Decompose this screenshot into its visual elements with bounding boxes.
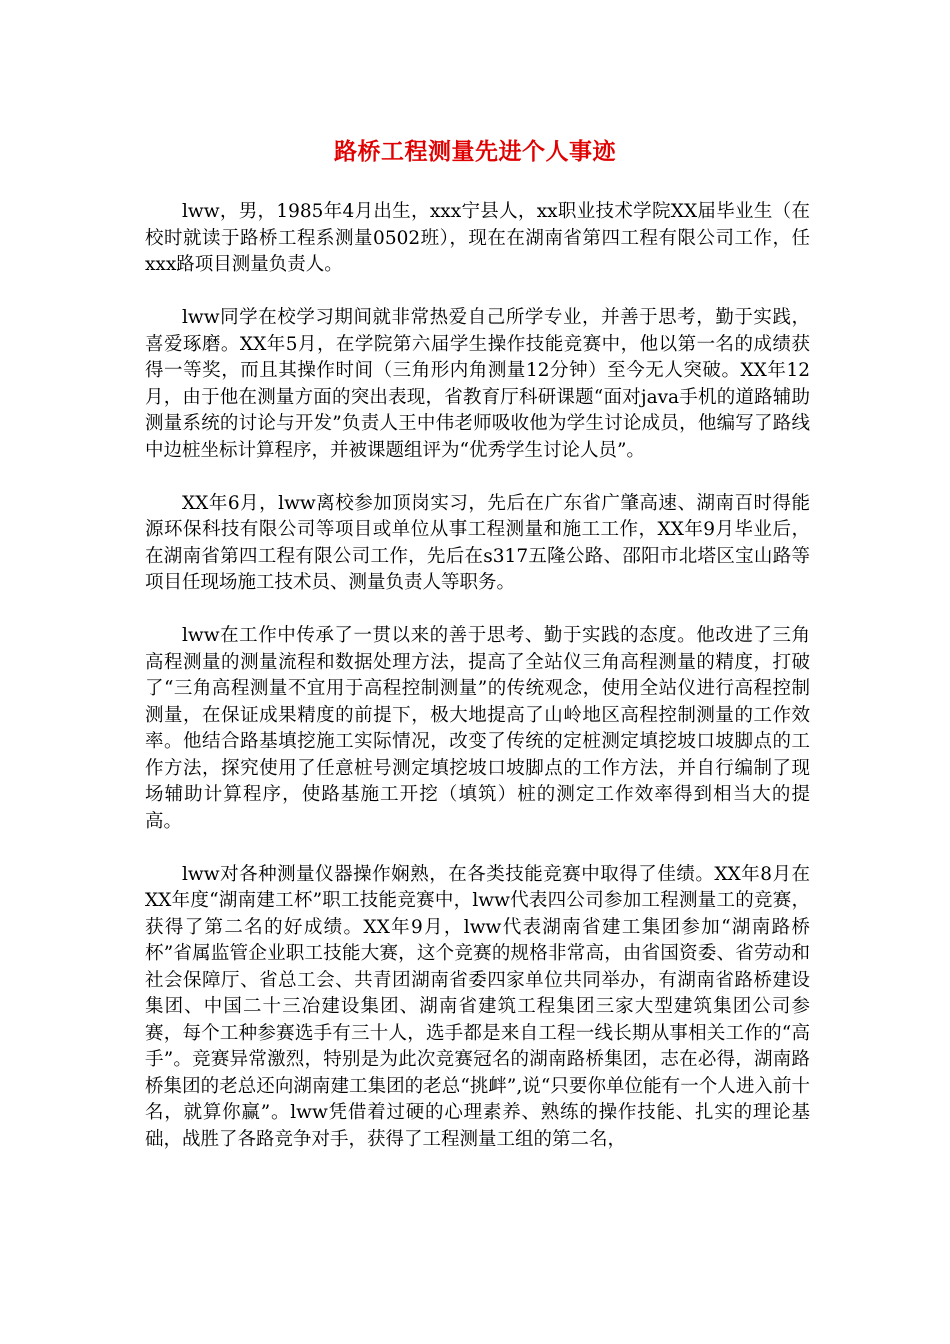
paragraph-2: lww同学在校学习期间就非常热爱自己所学专业，并善于思考，勤于实践，喜爱琢磨。XX年5月，在学院第六届学生操作技能竞赛中，他以第一名的成绩获得一等奖，而且其操作时间（三角形内角测量12分钟）至今无人突破。XX年12月，由于他在测量方面的突出表现，省教育厅科研课题“面对java手机的道路辅助测量系统的讨论与开发”负责人王中伟老师吸收他为学生讨论成员，他编写了路线中边桩坐标计算程序，并被课题组评为“优秀学生讨论人员”。 (145, 307, 810, 461)
paragraph-5: lww对各种测量仪器操作娴熟，在各类技能竞赛中取得了佳绩。XX年8月在XX年度“湖南建工杯”职工技能竞赛中，lww代表四公司参加工程测量工的竞赛，获得了第二名的好成绩。XX年9月，lww代表湖南省建工集团参加“湖南路桥杯”省属监管企业职工技能大赛，这个竞赛的规格非常高，由省国资委、省劳动和社会保障厅、省总工会、共青团湖南省委四家单位共同举办，有湖南省路桥建设集团、中国二十三冶建设集团、湖南省建筑工程集团三家大型建筑集团公司参赛，每个工种参赛选手有三十人，选手都是来自工程一线长期从事相关工作的“高手”。竞赛异常激烈，特别是为此次竞赛冠名的湖南路桥集团，志在必得，湖南路桥集团的老总还向湖南建工集团的老总“挑衅”,说“只要你单位能有一个人进入前十名，就算你赢”。lww凭借着过硬的心理素养、熟练的操作技能、扎实的理论基础，战胜了各路竞争对手，获得了工程测量工组的第二名， (145, 863, 810, 1150)
paragraph-3: XX年6月，lww离校参加顶岗实习，先后在广东省广肇高速、湖南百时得能源环保科技有限公司等项目或单位从事工程测量和施工工作，XX年9月毕业后，在湖南省第四工程有限公司工作，先后在s317五隆公路、邵阳市北塔区宝山路等项目任现场施工技术员、测量负责人等职务。 (145, 492, 810, 593)
paragraph-4: lww在工作中传承了一贯以来的善于思考、勤于实践的态度。他改进了三角高程测量的测量流程和数据处理方法，提高了全站仪三角高程测量的精度，打破了“三角高程测量不宜用于高程控制测量”的传统观念，使用全站仪进行高程控制测量，在保证成果精度的前提下，极大地提高了山岭地区高程控制测量的工作效率。他结合路基填挖施工实际情况，改变了传统的定桩测定填挖坡口坡脚点的工作方法，探究使用了任意桩号测定填挖坡口坡脚点的工作方法，并自行编制了现场辅助计算程序，使路基施工开挖（填筑）桩的测定工作效率得到相当大的提高。 (145, 625, 810, 832)
document-title: 路桥工程测量先进个人事迹 (334, 139, 616, 165)
paragraph-1: lww，男，1985年4月出生，xxx宁县人，xx职业技术学院XX届毕业生（在校时就读于路桥工程系测量0502班），现在在湖南省第四工程有限公司工作，任xxx路项目测量负责人。 (145, 201, 810, 275)
document-body (145, 199, 810, 1180)
